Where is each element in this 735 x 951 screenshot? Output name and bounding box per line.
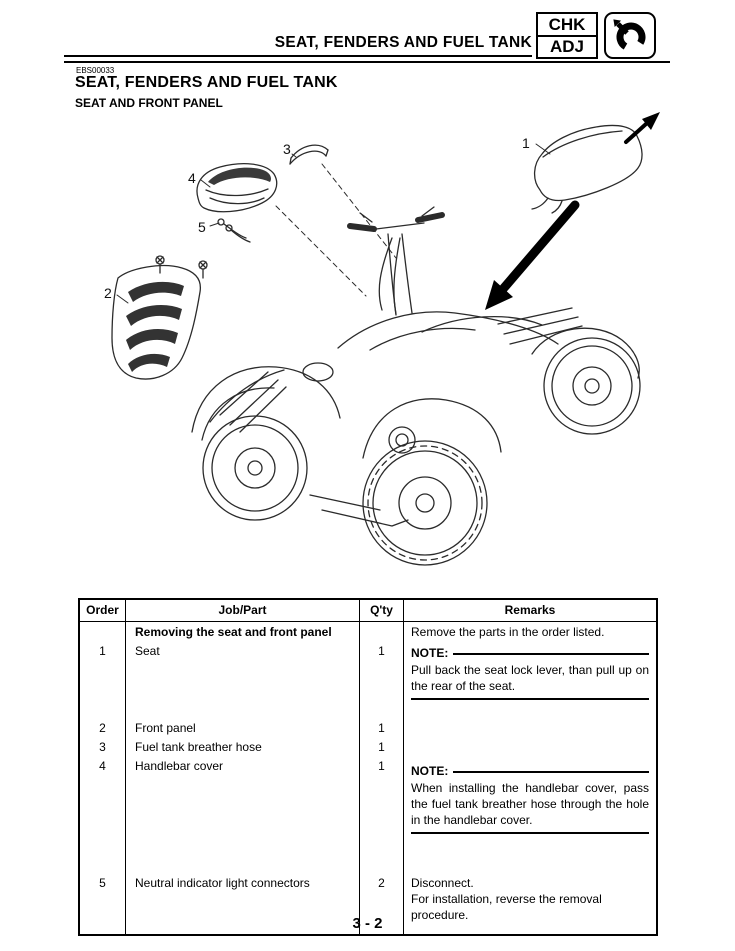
- callout-3: 3: [283, 141, 291, 157]
- job-cell-2: Front panel: [126, 718, 360, 737]
- note-text-2: When installing the handlebar cover, pass the fuel tank breather hose through the hole in the handlebar cover.: [411, 781, 649, 828]
- chk-adj-badge: [536, 12, 598, 59]
- chk-label: CHK: [538, 14, 596, 37]
- job-cell-intro: Removing the seat and front panel: [126, 622, 360, 641]
- screw-icon: [156, 256, 207, 278]
- note-label: NOTE:: [411, 764, 449, 779]
- breather-hose-part: [290, 145, 328, 164]
- note-rule: [453, 771, 649, 773]
- section-ref-code: EBS00033: [76, 66, 115, 75]
- callout-leader-lines: [117, 144, 550, 303]
- note-block-2: [411, 763, 649, 779]
- connectors-part: [218, 219, 250, 242]
- remarks-cell-4: [404, 756, 656, 850]
- note-end-rule: [411, 832, 649, 834]
- atv-body: [192, 207, 640, 565]
- atv-exploded-diagram: [70, 110, 670, 592]
- order-cell-1: 1: [80, 641, 126, 705]
- order-cell-3: 3: [80, 737, 126, 756]
- qty-cell-3: 1: [360, 737, 404, 756]
- col-header-job-part: Job/Part: [126, 600, 360, 622]
- page-header-title: SEAT, FENDERS AND FUEL TANK: [64, 26, 532, 57]
- remarks-cell-1: [404, 641, 656, 705]
- qty-cell-2: 1: [360, 718, 404, 737]
- qty-cell-5: 2: [360, 873, 404, 923]
- remark-installation: For installation, reverse the removal procedure.: [411, 892, 602, 923]
- note-rule: [453, 653, 649, 655]
- remarks-cell-intro: Remove the parts in the order listed.: [411, 625, 605, 640]
- remarks-cell-2: [404, 718, 656, 737]
- header-rule: [64, 61, 670, 63]
- note-end-rule: [411, 698, 649, 700]
- page-number: 3 - 2: [352, 915, 383, 932]
- callout-4: 4: [188, 170, 196, 186]
- job-cell-5: Neutral indicator light connectors: [126, 873, 360, 923]
- leader-dashed-lines: [276, 164, 396, 296]
- wrench-icon: [612, 18, 648, 54]
- seat-install-arrow-icon: [485, 205, 575, 310]
- note-text-1: Pull back the seat lock lever, than pull up on the rear of the seat.: [411, 663, 649, 694]
- callout-5: 5: [198, 219, 206, 235]
- callout-1: 1: [522, 135, 530, 151]
- front-panel-part: [112, 266, 200, 379]
- job-cell-4: Handlebar cover: [126, 756, 360, 850]
- section-heading: SEAT, FENDERS AND FUEL TANK: [75, 74, 338, 91]
- remarks-cell-3: [404, 737, 656, 756]
- job-cell-3: Fuel tank breather hose: [126, 737, 360, 756]
- arrow-up-right-icon: [626, 112, 660, 142]
- note-block-1: [411, 645, 649, 661]
- col-header-order: Order: [80, 600, 126, 622]
- section-subheading: SEAT AND FRONT PANEL: [75, 96, 223, 110]
- qty-cell-4: 1: [360, 756, 404, 850]
- order-cell-4: 4: [80, 756, 126, 850]
- seat-part: [532, 125, 642, 213]
- qty-cell-intro: [360, 622, 404, 641]
- order-cell-intro: [80, 622, 126, 641]
- remark-disconnect: Disconnect.: [411, 876, 474, 891]
- order-cell-5: 5: [80, 873, 126, 923]
- service-tool-badge: [604, 12, 656, 59]
- callout-2: 2: [104, 285, 112, 301]
- adj-label: ADJ: [549, 37, 584, 57]
- handlebar-cover-part: [197, 164, 277, 212]
- qty-cell-1: 1: [360, 641, 404, 705]
- order-cell-2: 2: [80, 718, 126, 737]
- job-cell-1: Seat: [126, 641, 360, 705]
- parts-table: [78, 598, 658, 936]
- col-header-remarks: Remarks: [404, 600, 656, 622]
- exploded-view-figure: [70, 110, 670, 594]
- col-header-qty: Q'ty: [360, 600, 404, 622]
- note-label: NOTE:: [411, 646, 449, 661]
